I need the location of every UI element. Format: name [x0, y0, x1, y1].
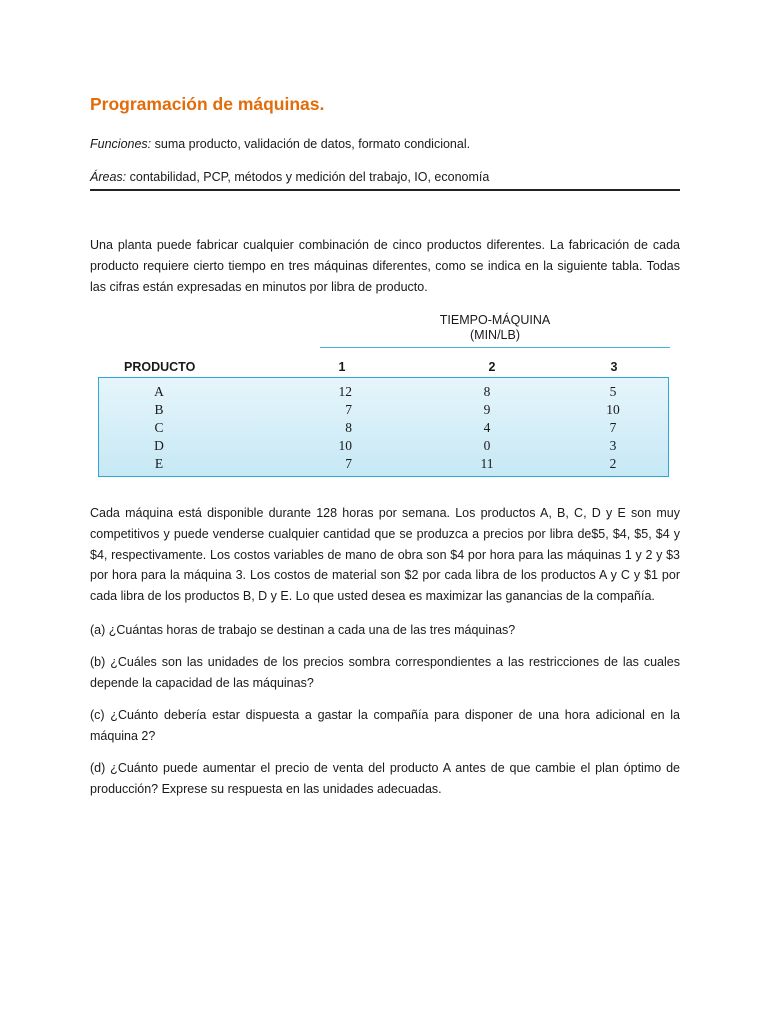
row-e-col2: 11: [480, 456, 494, 471]
table-col-2: 2: [488, 360, 496, 374]
row-e-col3: 2: [609, 456, 617, 471]
row-d-col2: 0: [483, 438, 491, 453]
row-b-product: B: [154, 402, 164, 417]
table-group-header-line2: (MIN/LB): [470, 328, 520, 342]
table-col-1: 1: [338, 360, 346, 374]
table-group-header: [320, 313, 670, 343]
table-col-3: 3: [610, 360, 618, 374]
row-e-col1: 7: [345, 456, 352, 471]
row-b-col2: 9: [483, 402, 491, 417]
table-col-product: PRODUCTO: [124, 360, 196, 374]
row-d-col1: 10: [338, 438, 352, 453]
row-c-product: C: [154, 420, 164, 435]
question-d: (d) ¿Cuánto puede aumentar el precio de venta del producto A antes de que cambie el plan óptimo de producción? Exprese su respuesta en las unidades adecuadas.: [90, 761, 680, 796]
question-c: (c) ¿Cuánto debería estar dispuesta a gastar la compañía para disponer de una hora adicional en la máquina 2?: [90, 708, 680, 743]
areas-line: [90, 170, 489, 184]
table-group-header-line1: TIEMPO-MÁQUINA: [439, 313, 551, 327]
areas-value: contabilidad, PCP, métodos y medición del trabajo, IO, economía: [126, 170, 490, 184]
question-b: (b) ¿Cuáles son las unidades de los precios sombra correspondientes a las restricciones de las cuales depende la capacidad de las máquinas?: [90, 655, 680, 690]
areas-label: Áreas:: [90, 170, 127, 184]
funciones-label: Funciones:: [90, 137, 152, 151]
row-b-col3: 10: [606, 402, 620, 417]
row-d-col3: 3: [609, 438, 617, 453]
page-title: Programación de máquinas.: [90, 94, 325, 114]
row-e-product: E: [154, 456, 164, 471]
funciones-line: [90, 137, 470, 151]
row-c-col2: 4: [483, 420, 491, 435]
row-d-product: D: [154, 438, 164, 453]
row-a-col3: 5: [609, 384, 617, 399]
row-a-product: A: [154, 384, 164, 399]
header-divider: [90, 189, 680, 191]
row-c-col3: 7: [609, 420, 617, 435]
problem-paragraph: Cada máquina está disponible durante 128 horas por semana. Los productos A, B, C, D y E son muy competitivos y puede venderse cualquier cantidad que se produzca a precios por libra de$5, $4, $5, $4 y $4, respectivamente. Los costos variables de mano de obra son $4 por hora para las máquinas 1 y 2 y $3 por hora para la máquina 3. Los costos de material son $2 por cada libra de los productos A y C y $1 por cada libra de los productos B, D y E. Lo que usted desea es maximizar las ganancias de la compañía.: [90, 506, 680, 604]
table-header-rule: [320, 347, 670, 348]
row-a-col1: 12: [338, 384, 352, 399]
funciones-value: suma producto, validación de datos, formato condicional.: [151, 137, 471, 151]
row-a-col2: 8: [483, 384, 491, 399]
table-body: [98, 377, 669, 477]
question-a: (a) ¿Cuántas horas de trabajo se destinan a cada una de las tres máquinas?: [90, 623, 516, 637]
row-c-col1: 8: [345, 420, 352, 435]
intro-paragraph: Una planta puede fabricar cualquier combinación de cinco productos diferentes. La fabricación de cada producto requiere cierto tiempo en tres máquinas diferentes, como se indica en la siguiente tabla. Todas las cifras están expresadas en minutos por libra de producto.: [90, 238, 680, 294]
row-b-col1: 7: [345, 402, 352, 417]
